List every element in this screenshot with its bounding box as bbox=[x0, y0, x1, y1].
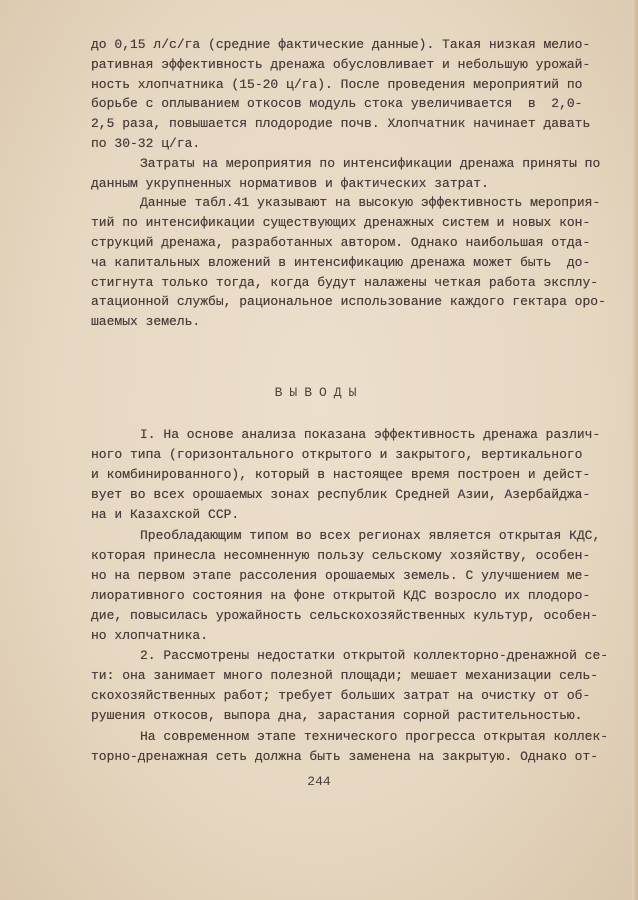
text-line: шаемых земель. bbox=[91, 314, 201, 330]
text-line: торно-дренажная сеть должна быть заменена на закрытую. Однако от- bbox=[91, 748, 599, 764]
text-line: на и Казахской ССР. bbox=[91, 507, 240, 523]
text-line: и комбинированного), который в настоящее время построен и дейст- bbox=[91, 467, 591, 483]
text-line: ность хлопчатника (15-20 ц/га). После проведения мероприятий по bbox=[91, 76, 583, 92]
text-line: 2,5 раза, повышается плодородие почв. Хлопчатник начинает давать bbox=[91, 116, 591, 132]
text-line: по 30-32 ц/га. bbox=[91, 136, 201, 151]
text-line: борьбе с оплыванием откосов модуль стока увеличивается в 2,0- bbox=[91, 96, 583, 112]
text-line: до 0,15 л/с/га (средние фактические данные). Такая низкая мелио- bbox=[91, 37, 591, 52]
text-line: На современном этапе технического прогресса открытая коллек- bbox=[140, 728, 609, 744]
text-line: тий по интенсификации существующих дренажных систем и новых кон- bbox=[91, 215, 591, 231]
text-line: ти: она занимает много полезной площади; мешает механизации сель- bbox=[91, 668, 599, 684]
text-line: струкций дренажа, разработанных автором. Однако наибольшая отда- bbox=[91, 235, 591, 250]
text-line: ного типа (горизонтального открытого и закрытого, вертикального bbox=[91, 447, 583, 463]
text-line: рушения откосов, выпора дна, зарастания сорной растительностью. bbox=[91, 708, 583, 724]
text-line: которая принесла несомненную пользу сельскому хозяйству, особен- bbox=[91, 547, 591, 563]
text-line: 2. Рассмотрены недостатки открытой коллекторно-дренажной се- bbox=[140, 648, 609, 664]
section-heading: ВЫВОДЫ bbox=[274, 385, 364, 400]
text-line: атационной службы, рациональное использование каждого гектара оро- bbox=[91, 294, 606, 310]
text-line: ча капитальных вложений в интенсификацию дренажа может быть до- bbox=[91, 254, 591, 270]
text-line: дие, повысилась урожайность сельскохозяйственных культур, особен- bbox=[91, 607, 599, 623]
text-line: вует во всех орошаемых зонах республик Средней Азии, Азербайджа- bbox=[91, 487, 591, 503]
text-line: но хлопчатника. bbox=[91, 628, 209, 643]
text-line: стигнута только тогда, когда будут налажены четкая работа эксплу- bbox=[91, 274, 599, 290]
text-line: Затраты на мероприятия по интенсификации дренажа приняты по bbox=[140, 155, 601, 171]
text-line: ративная эффективность дренажа обусловливает и небольшую урожай- bbox=[91, 56, 591, 72]
text-line: скохозяйственных работ; требует больших затрат на очистку от об- bbox=[91, 688, 591, 704]
text-line: Данные табл.41 указывают на высокую эффективность мероприя- bbox=[140, 195, 601, 211]
text-line: но на первом этапе рассоления орошаемых земель. С улучшением ме- bbox=[91, 567, 591, 583]
page-number: 244 bbox=[307, 774, 331, 789]
text-line: I. На основе анализа показана эффективность дренажа различ- bbox=[140, 427, 601, 442]
page-edge bbox=[632, 0, 638, 900]
text-line: лиоративного состояния на фоне открытой КДС возросло их плодоро- bbox=[91, 587, 591, 603]
text-line: данным укрупненных нормативов и фактических затрат. bbox=[91, 175, 489, 191]
text-line: Преобладающим типом во всех регионах является открытая КДС, bbox=[140, 527, 601, 543]
